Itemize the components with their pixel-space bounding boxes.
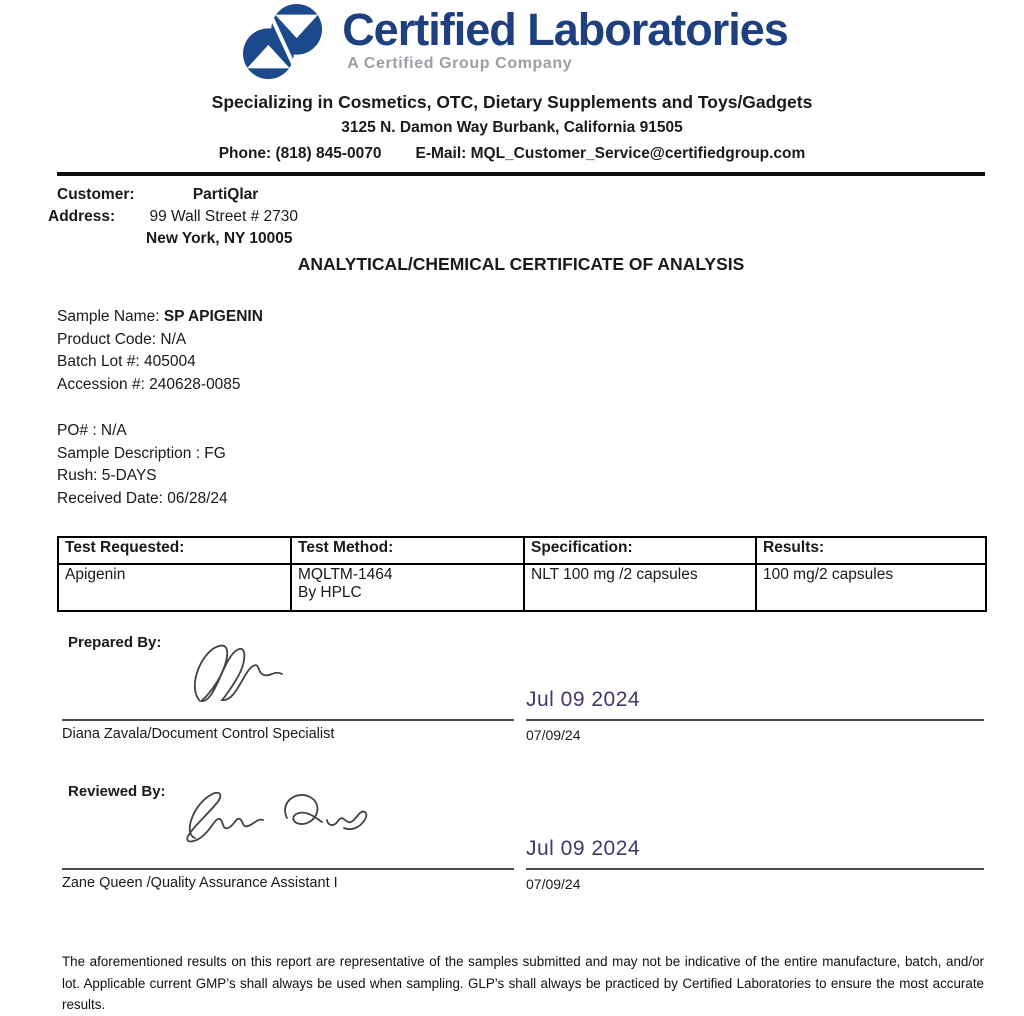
- col-header-test-requested: Test Requested:: [58, 537, 291, 564]
- disclaimer-text: The aforementioned results on this report are representative of the samples submitted and may not be indicative of the entire manufacture, batch, and/or lot. Applicable current GMP’s shall always be used when sampling. GLP’s shall always be practiced by Certified Laboratories to ensure the most accurate results.: [62, 954, 984, 1013]
- sample-name-row: [57, 306, 263, 329]
- specialization-line: Specializing in Cosmetics, OTC, Dietary Supplements and Toys/Gadgets: [211, 92, 813, 112]
- sample-name-value: SP APIGENIN: [163, 308, 263, 325]
- brand-header: [0, 2, 1024, 87]
- certified-labs-logo-icon: [236, 2, 330, 87]
- address-line1: 99 Wall Street # 2730: [149, 208, 298, 225]
- reviewed-by-label: Reviewed By:: [68, 783, 166, 800]
- product-code-row: Product Code: N/A: [57, 330, 187, 348]
- sample-name-label: Sample Name:: [57, 308, 160, 325]
- received-date-row: Received Date: 06/28/24: [57, 489, 228, 507]
- prepared-date-line: [526, 719, 984, 721]
- po-info-block: [57, 420, 228, 510]
- reviewed-name-title: Zane Queen /Quality Assurance Assistant I: [62, 875, 338, 891]
- col-header-specification: Specification:: [524, 537, 756, 564]
- col-header-results: Results:: [756, 537, 986, 564]
- lab-street-address: 3125 N. Damon Way Burbank, California 91505: [341, 119, 683, 136]
- header-divider: [57, 172, 985, 176]
- brand-text: [342, 2, 788, 73]
- reviewed-date-stamp: Jul 09 2024: [526, 837, 641, 860]
- cell-specification: NLT 100 mg /2 capsules: [524, 564, 756, 611]
- customer-row: [57, 186, 258, 204]
- sample-info-block: [57, 306, 263, 396]
- prepared-date: 07/09/24: [526, 727, 581, 743]
- phone-number: Phone: (818) 845-0070: [218, 145, 382, 162]
- prepared-by-label: Prepared By:: [68, 634, 162, 651]
- cell-results: 100 mg/2 capsules: [756, 564, 986, 611]
- table-row: [58, 564, 986, 611]
- cell-test-requested: Apigenin: [58, 564, 291, 611]
- customer-name: PartiQlar: [192, 186, 259, 203]
- test-method-line2: By HPLC: [298, 584, 362, 601]
- col-header-test-method: Test Method:: [291, 537, 524, 564]
- prepared-name-title: Diana Zavala/Document Control Specialist: [62, 726, 335, 742]
- batch-lot-row: Batch Lot #: 405004: [57, 353, 196, 371]
- sample-description-row: Sample Description : FG: [57, 444, 226, 462]
- prepared-by-signature: [183, 638, 301, 715]
- address-label: Address:: [48, 208, 116, 225]
- contact-row: [0, 145, 1024, 163]
- reviewed-by-signature: [175, 784, 375, 853]
- reviewed-signature-line: [62, 868, 514, 870]
- reviewed-date: 07/09/24: [526, 876, 581, 892]
- test-method-line1: MQLTM-1464: [298, 566, 393, 583]
- customer-label: Customer:: [57, 186, 135, 203]
- po-row: PO# : N/A: [57, 422, 127, 439]
- rush-row: Rush: 5-DAYS: [57, 467, 157, 485]
- prepared-signature-line: [62, 719, 514, 721]
- document-title: ANALYTICAL/CHEMICAL CERTIFICATE OF ANALYSIS: [297, 254, 745, 274]
- brand-name: Certified Laboratories: [342, 4, 788, 55]
- results-table: [57, 536, 987, 612]
- accession-row: Accession #: 240628-0085: [57, 375, 241, 393]
- brand-tagline: A Certified Group Company: [347, 55, 573, 72]
- address-line2: New York, NY 10005: [146, 230, 293, 247]
- results-table-header-row: [58, 537, 986, 564]
- cell-test-method: [291, 564, 524, 611]
- email-address: E-Mail: MQL_Customer_Service@certifiedgroup.com: [415, 145, 806, 162]
- reviewed-date-line: [526, 868, 984, 870]
- address-row: [48, 208, 298, 226]
- prepared-date-stamp: Jul 09 2024: [526, 688, 641, 711]
